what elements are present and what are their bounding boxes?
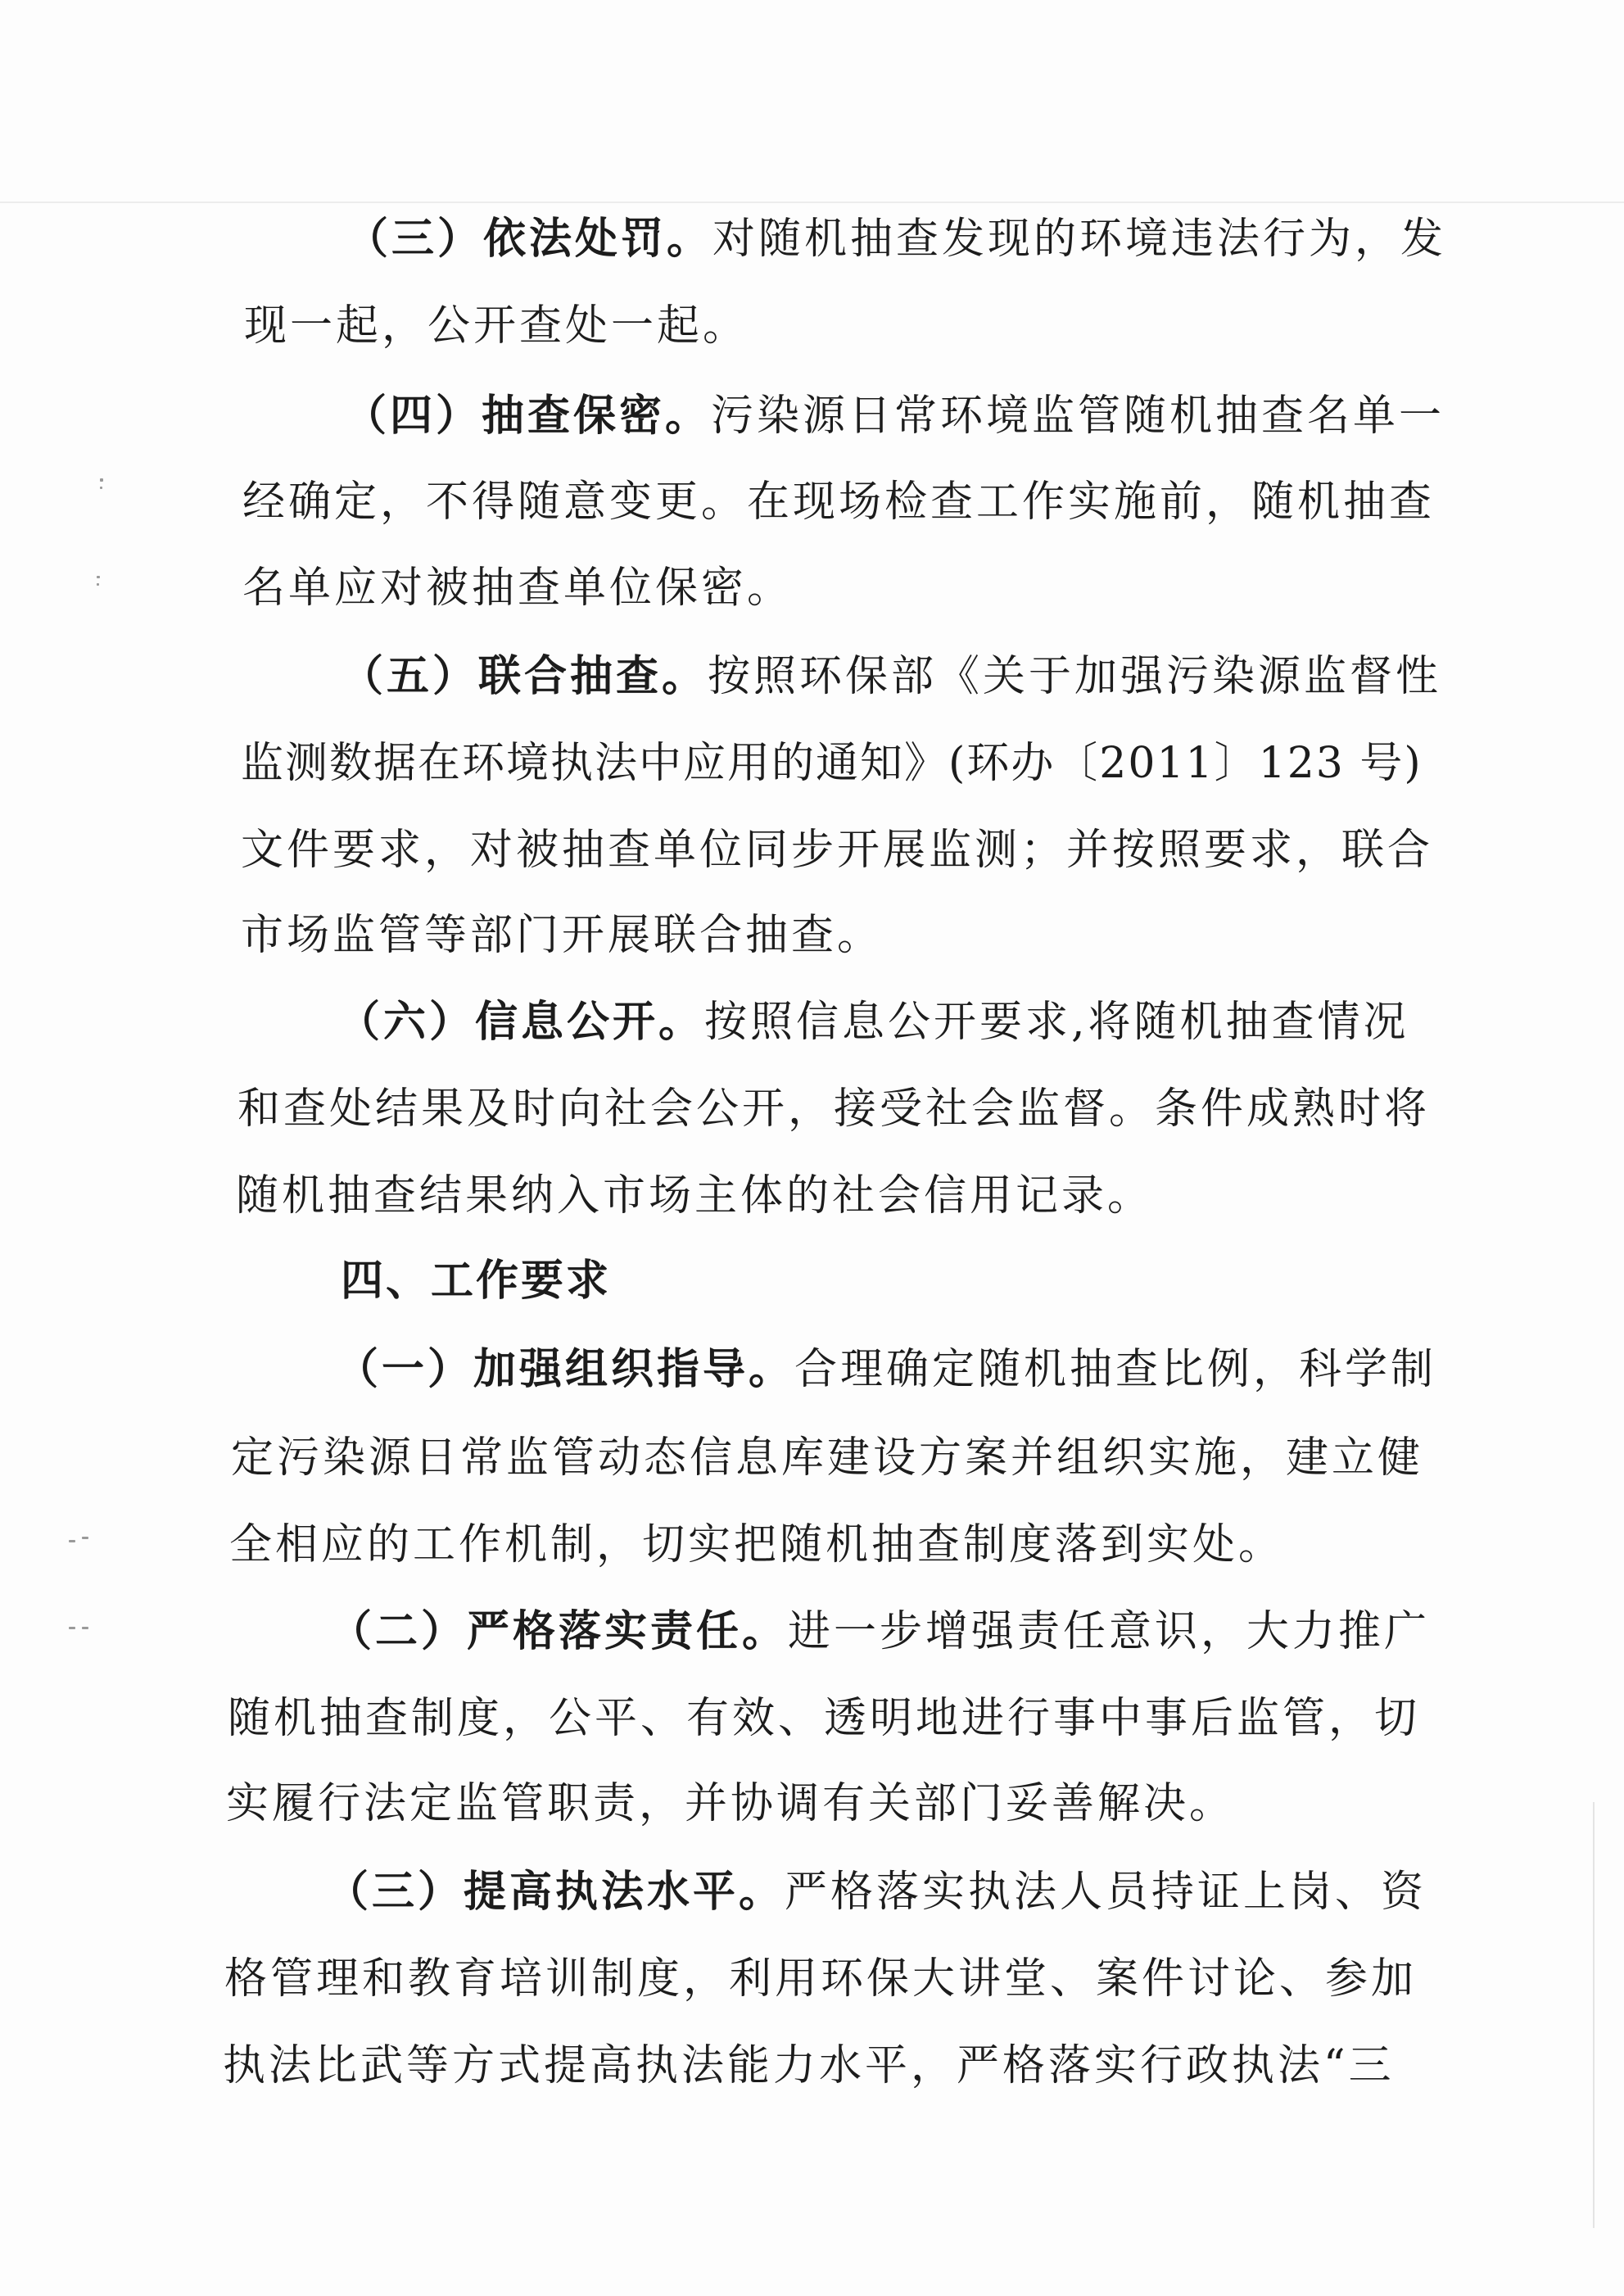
scan-speck [69, 1540, 75, 1542]
scan-edge [0, 202, 1624, 203]
paragraph-text: 格管理和教育培训制度，利用环保大讲堂、案件讨论、参加 [224, 1954, 1418, 2004]
paragraph-lead: （四）抽查保密。 [344, 391, 712, 441]
paragraph-line [346, 215, 1446, 264]
paragraph-text: 实履行法定监管职责，并协调有关部门妥善解决。 [226, 1779, 1236, 1828]
paragraph-line [242, 564, 793, 613]
scan-edge [1593, 1802, 1595, 2228]
paragraph-lead: （六）信息公开。 [337, 997, 705, 1047]
paragraph-line [241, 739, 1423, 788]
paragraph-text: 定污染源日常监管动态信息库建设方案并组织实施，建立健 [231, 1433, 1424, 1483]
paragraph-line [344, 392, 1445, 441]
scan-speck [100, 487, 102, 489]
paragraph-text: 按照环保部《关于加强污染源监督性 [708, 652, 1442, 701]
paragraph-line [223, 2041, 1395, 2090]
section-heading [341, 1257, 611, 1306]
paragraph-line [242, 478, 1435, 527]
paragraph-text: 严格落实执法人员持证上岗、资 [785, 1868, 1427, 1917]
paragraph-line [337, 998, 1409, 1047]
paragraph-text: 监测数据在环境执法中应用的通知》(环办〔2011〕123 号) [241, 739, 1423, 788]
paragraph-text: 和查处结果及时向社会公开，接受社会监督。条件成熟时将 [237, 1085, 1431, 1134]
paragraph-line [229, 1520, 1284, 1569]
paragraph-line [341, 652, 1441, 701]
paragraph-text: 全相应的工作机制，切实把随机抽查制度落到实处。 [229, 1520, 1285, 1569]
paragraph-line [244, 301, 749, 351]
paragraph-text: 随机抽查制度，公平、有效、透明地进行事中事后监管，切 [228, 1694, 1421, 1743]
paragraph-text: 污染源日常环境监管随机抽查名单一 [711, 392, 1445, 441]
paragraph-text: 现一起，公开查处一起。 [244, 301, 749, 351]
scan-speck [97, 583, 99, 586]
paragraph-text: 合理确定随机抽查比例，科学制 [794, 1345, 1437, 1394]
paragraph-line [237, 1085, 1430, 1134]
paragraph-text: 执法比武等方式提高执法能力水平，严格落实行政执法“三 [223, 2041, 1395, 2090]
paragraph-text: 市场监管等部门开展联合抽查。 [241, 911, 884, 960]
paragraph-line [226, 1779, 1235, 1828]
scan-speck [82, 1537, 88, 1539]
paragraph-text: 进一步增强责任意识，大力推广 [788, 1607, 1431, 1656]
paragraph-lead: （三）提高执法水平。 [326, 1867, 785, 1917]
paragraph-text: 文件要求，对被抽查单位同步开展监测；并按照要求，联合 [241, 826, 1434, 875]
paragraph-text: 对随机抽查发现的环境违法行为，发 [712, 215, 1447, 264]
paragraph-line [228, 1694, 1420, 1743]
paragraph-line [236, 1171, 1153, 1220]
paragraph-line [326, 1868, 1427, 1917]
paragraph-text: 经确定，不得随意变更。在现场检查工作实施前，随机抽查 [242, 478, 1436, 527]
scan-speck [97, 576, 100, 578]
paragraph-lead: （二）严格落实责任。 [329, 1606, 789, 1656]
paragraph-line [336, 1345, 1436, 1394]
scan-speck [100, 478, 103, 482]
paragraph-line [241, 911, 883, 960]
paragraph-line [231, 1433, 1423, 1483]
paragraph-text: 按照信息公开要求,将随机抽查情况 [704, 998, 1409, 1047]
paragraph-lead: （一）加强组织指导。 [336, 1344, 795, 1394]
section-heading-text: 四、工作要求 [341, 1256, 612, 1306]
paragraph-text: 名单应对被抽查单位保密。 [242, 564, 794, 613]
paragraph-lead: （五）联合抽查。 [341, 651, 708, 701]
paragraph-line [224, 1954, 1417, 2004]
paragraph-lead: （三）依法处罚。 [346, 214, 713, 264]
scan-speck [69, 1627, 75, 1629]
paragraph-text: 随机抽查结果纳入市场主体的社会信用记录。 [236, 1171, 1154, 1220]
scan-speck [82, 1627, 88, 1629]
paragraph-line [329, 1607, 1430, 1656]
paragraph-line [241, 826, 1433, 875]
